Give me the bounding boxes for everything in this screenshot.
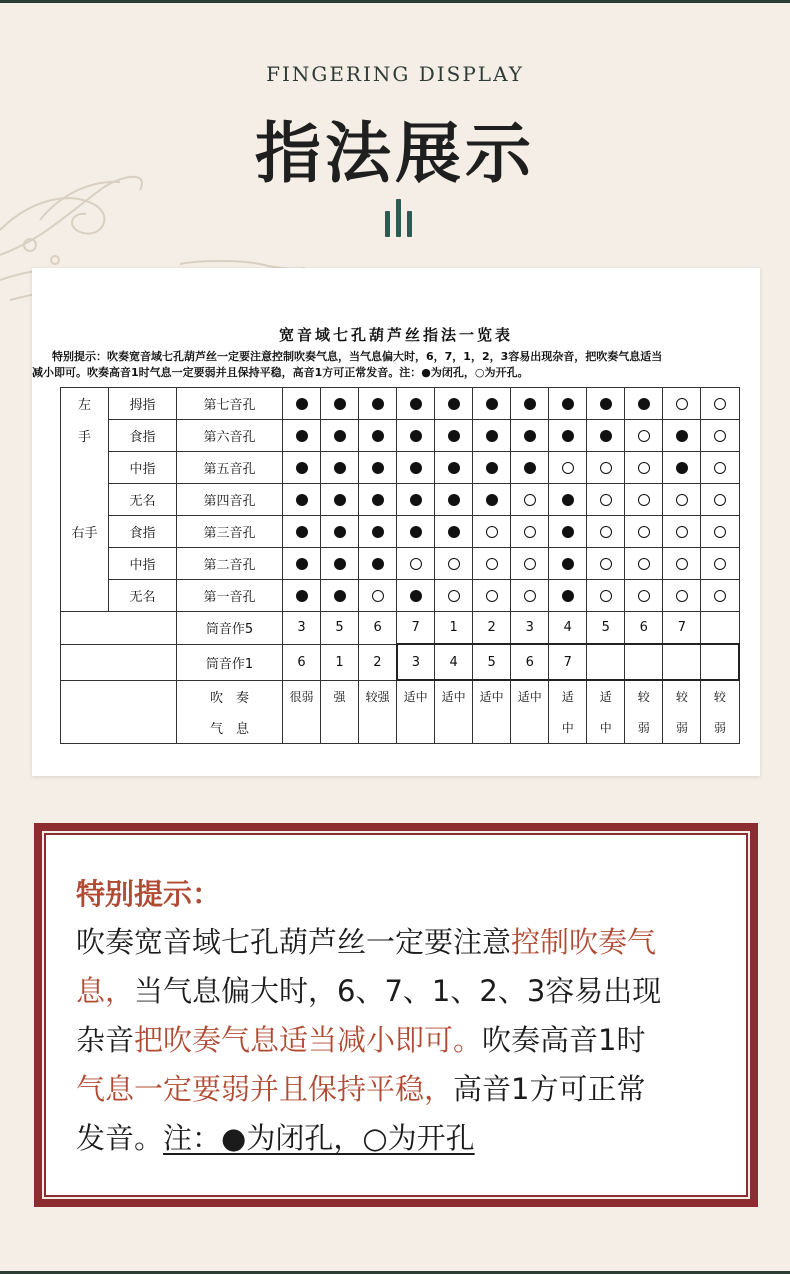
closed-hole-icon <box>676 462 688 474</box>
tone5-row <box>61 612 740 645</box>
hole-state-cell <box>587 548 625 580</box>
hole-state-cell <box>625 388 663 420</box>
top-border <box>0 0 790 3</box>
closed-hole-icon <box>562 494 574 506</box>
note-cell: 3 <box>511 612 549 645</box>
blank-cell <box>61 612 177 645</box>
closed-hole-icon <box>486 398 498 410</box>
note-cell: 3 <box>283 612 321 645</box>
finger-label: 中指 <box>109 452 177 484</box>
open-hole-icon <box>714 590 726 602</box>
breath-cell <box>397 712 435 744</box>
breath-cell: 较 <box>663 680 701 712</box>
chart-note <box>32 349 742 381</box>
hole-state-cell <box>283 580 321 612</box>
hole-label: 第一音孔 <box>177 580 283 612</box>
open-hole-icon <box>562 462 574 474</box>
closed-hole-icon <box>334 590 346 602</box>
closed-hole-icon <box>448 398 460 410</box>
open-hole-icon <box>486 526 498 538</box>
breath-cell: 适中 <box>511 680 549 712</box>
note-cell: 4 <box>549 612 587 645</box>
open-hole-icon <box>676 526 688 538</box>
chart-title: 宽音域七孔葫芦丝指法一览表 <box>278 326 513 344</box>
tip-highlight: 息， <box>76 974 135 1008</box>
tip-text-segment: 吹奏宽音域七孔葫芦丝一定要注意 <box>76 925 512 959</box>
hole-state-cell <box>663 420 701 452</box>
tip-highlight: 气息一定要弱并且保持平稳， <box>76 1072 454 1106</box>
breath-cell: 适中 <box>397 680 435 712</box>
hole-label: 第二音孔 <box>177 548 283 580</box>
hole-state-cell <box>473 484 511 516</box>
breath-cell: 适 <box>549 680 587 712</box>
hole-state-cell <box>435 580 473 612</box>
fingering-chart-card <box>32 268 760 776</box>
hole-state-cell <box>587 452 625 484</box>
fingering-row <box>61 548 740 580</box>
note-cell: 2 <box>359 644 397 680</box>
blow-label: 气 息 <box>177 712 283 744</box>
hole-state-cell <box>549 452 587 484</box>
hole-state-cell <box>701 420 739 452</box>
open-hole-icon <box>524 558 536 570</box>
hole-state-cell <box>587 580 625 612</box>
open-hole-icon <box>638 590 650 602</box>
hole-state-cell <box>321 548 359 580</box>
closed-hole-icon <box>334 398 346 410</box>
closed-hole-icon <box>372 462 384 474</box>
open-hole-icon <box>410 558 422 570</box>
closed-hole-icon <box>448 494 460 506</box>
closed-hole-icon <box>372 398 384 410</box>
hole-state-cell <box>511 516 549 548</box>
hole-label: 第四音孔 <box>177 484 283 516</box>
fingering-table <box>60 387 740 744</box>
tip-line-3 <box>76 1016 726 1065</box>
hole-state-cell <box>397 484 435 516</box>
closed-hole-icon <box>638 398 650 410</box>
tip-line-2 <box>76 967 726 1016</box>
blank-cell <box>61 680 177 744</box>
hole-state-cell <box>663 516 701 548</box>
note-cell: 5 <box>321 612 359 645</box>
breath-cell: 较 <box>625 680 663 712</box>
closed-hole-icon <box>410 398 422 410</box>
hole-state-cell <box>359 452 397 484</box>
open-hole-icon <box>714 462 726 474</box>
note-cell: 2 <box>473 612 511 645</box>
hand-cell <box>61 484 109 516</box>
open-hole-icon <box>714 494 726 506</box>
hole-state-cell <box>473 516 511 548</box>
fingering-row <box>61 484 740 516</box>
open-hole-icon <box>638 526 650 538</box>
breath-cell: 中 <box>549 712 587 744</box>
closed-hole-icon <box>372 430 384 442</box>
open-hole-icon <box>676 558 688 570</box>
hole-state-cell <box>625 452 663 484</box>
closed-hole-icon <box>296 430 308 442</box>
tip-highlight: 控制吹奏气 <box>511 925 657 959</box>
hole-state-cell <box>625 548 663 580</box>
breath-cell: 强 <box>321 680 359 712</box>
hole-state-cell <box>511 452 549 484</box>
open-hole-icon <box>714 558 726 570</box>
hole-state-cell <box>625 484 663 516</box>
open-hole-icon <box>372 590 384 602</box>
hole-state-cell <box>511 420 549 452</box>
hole-state-cell <box>283 452 321 484</box>
hole-state-cell <box>511 580 549 612</box>
tip-text <box>76 918 726 1163</box>
finger-label: 无名 <box>109 580 177 612</box>
note-cell: 4 <box>435 644 473 680</box>
open-hole-icon <box>676 398 688 410</box>
hole-state-cell <box>663 580 701 612</box>
closed-hole-icon <box>372 526 384 538</box>
breath-cell: 弱 <box>701 712 739 744</box>
hole-state-cell <box>321 452 359 484</box>
blank-cell <box>61 644 177 680</box>
hole-state-cell <box>549 548 587 580</box>
breath-cell: 中 <box>587 712 625 744</box>
hole-state-cell <box>663 388 701 420</box>
note-cell: 5 <box>473 644 511 680</box>
hole-state-cell <box>587 420 625 452</box>
note-cell: 1 <box>321 644 359 680</box>
tip-text-segment: 当气息偏大时，6、7、1、2、3容易出现 <box>134 974 662 1008</box>
hole-state-cell <box>321 516 359 548</box>
hole-state-cell <box>397 420 435 452</box>
note-cell: 7 <box>397 612 435 645</box>
hole-label: 第五音孔 <box>177 452 283 484</box>
hole-state-cell <box>397 516 435 548</box>
closed-hole-icon <box>296 462 308 474</box>
note-cell: 6 <box>359 612 397 645</box>
hole-state-cell <box>435 420 473 452</box>
breath-cell <box>321 712 359 744</box>
breath-cell: 弱 <box>663 712 701 744</box>
closed-hole-icon <box>410 526 422 538</box>
closed-hole-icon <box>448 526 460 538</box>
hole-state-cell <box>625 516 663 548</box>
closed-hole-icon <box>562 526 574 538</box>
breath-cell: 弱 <box>625 712 663 744</box>
hole-state-cell <box>283 484 321 516</box>
open-hole-icon <box>448 590 460 602</box>
closed-hole-icon <box>334 462 346 474</box>
hole-label: 第六音孔 <box>177 420 283 452</box>
closed-hole-icon <box>562 558 574 570</box>
hole-state-cell <box>587 484 625 516</box>
note-cell: 6 <box>283 644 321 680</box>
hole-state-cell <box>435 484 473 516</box>
hole-state-cell <box>473 548 511 580</box>
open-hole-icon <box>600 558 612 570</box>
closed-hole-icon <box>410 462 422 474</box>
closed-hole-icon <box>296 590 308 602</box>
closed-hole-icon <box>334 494 346 506</box>
hole-state-cell <box>701 548 739 580</box>
open-hole-icon <box>714 398 726 410</box>
hole-state-cell <box>283 388 321 420</box>
breath-cell <box>359 712 397 744</box>
fingering-row <box>61 452 740 484</box>
tip-highlight: 把吹奏气息适当减小即可。 <box>134 1023 483 1057</box>
tip-text-segment: 发音。 <box>76 1121 164 1155</box>
bars-icon <box>384 199 414 237</box>
open-hole-icon <box>486 558 498 570</box>
closed-hole-icon <box>562 590 574 602</box>
open-hole-icon <box>676 494 688 506</box>
breath-cell: 较强 <box>359 680 397 712</box>
hole-state-cell <box>587 516 625 548</box>
hole-state-cell <box>397 388 435 420</box>
hole-state-cell <box>283 420 321 452</box>
hole-state-cell <box>397 452 435 484</box>
open-hole-icon <box>676 590 688 602</box>
closed-hole-icon <box>334 430 346 442</box>
hand-cell <box>61 580 109 612</box>
chart-note-line-2: 减小即可。吹奏高音1时气息一定要弱并且保持平稳，高音1方可正常发音。注：●为闭孔，○为开孔。 <box>32 366 529 379</box>
hole-state-cell <box>701 484 739 516</box>
open-hole-icon <box>524 526 536 538</box>
closed-hole-icon <box>410 590 422 602</box>
hole-state-cell <box>663 548 701 580</box>
breath-cell: 适中 <box>473 680 511 712</box>
closed-hole-icon <box>524 398 536 410</box>
tip-title: 特别提示： <box>76 877 222 911</box>
open-hole-icon <box>714 526 726 538</box>
hole-state-cell <box>663 484 701 516</box>
hole-state-cell <box>359 484 397 516</box>
hole-state-cell <box>397 548 435 580</box>
breath-cell: 适中 <box>435 680 473 712</box>
closed-hole-icon <box>562 430 574 442</box>
hole-state-cell <box>625 420 663 452</box>
breath-cell <box>473 712 511 744</box>
open-hole-icon <box>638 462 650 474</box>
hole-state-cell <box>321 580 359 612</box>
tone1-row <box>61 644 740 680</box>
closed-hole-icon <box>410 494 422 506</box>
note-cell: 6 <box>511 644 549 680</box>
hole-state-cell <box>473 452 511 484</box>
hole-state-cell <box>435 388 473 420</box>
tone1-label: 筒音作1 <box>177 644 283 680</box>
hole-state-cell <box>321 420 359 452</box>
finger-label: 食指 <box>109 516 177 548</box>
finger-label: 中指 <box>109 548 177 580</box>
chinese-heading: 指法展示 <box>255 115 535 192</box>
hole-state-cell <box>473 580 511 612</box>
closed-hole-icon <box>486 430 498 442</box>
tip-text-segment: 吹奏高音1时 <box>482 1023 646 1057</box>
closed-hole-icon <box>296 558 308 570</box>
hole-state-cell <box>435 548 473 580</box>
hole-state-cell <box>549 388 587 420</box>
breath-cell: 适 <box>587 680 625 712</box>
open-hole-icon <box>600 462 612 474</box>
closed-hole-icon <box>562 398 574 410</box>
hand-cell <box>61 452 109 484</box>
closed-hole-icon <box>486 462 498 474</box>
hand-cell <box>61 548 109 580</box>
hole-state-cell <box>473 388 511 420</box>
hole-state-cell <box>321 388 359 420</box>
closed-hole-icon <box>676 430 688 442</box>
note-cell <box>587 644 625 680</box>
hole-state-cell <box>587 388 625 420</box>
closed-hole-icon <box>372 494 384 506</box>
breath-cell <box>511 712 549 744</box>
note-cell <box>663 644 701 680</box>
closed-hole-icon <box>296 494 308 506</box>
closed-hole-icon <box>448 462 460 474</box>
hole-state-cell <box>549 420 587 452</box>
hole-state-cell <box>663 452 701 484</box>
hole-state-cell <box>549 580 587 612</box>
open-hole-icon <box>638 430 650 442</box>
hole-label: 第七音孔 <box>177 388 283 420</box>
open-hole-icon <box>600 494 612 506</box>
open-hole-icon <box>600 526 612 538</box>
note-cell: 5 <box>587 612 625 645</box>
hole-state-cell <box>359 420 397 452</box>
hole-state-cell <box>473 420 511 452</box>
closed-hole-icon <box>448 430 460 442</box>
breath-cell <box>283 712 321 744</box>
closed-hole-icon <box>600 430 612 442</box>
blow-row <box>61 680 740 712</box>
hole-state-cell <box>283 516 321 548</box>
note-cell <box>701 612 739 645</box>
fingering-row <box>61 388 740 420</box>
tip-legend-note: 注：●为闭孔，○为开孔 <box>163 1121 475 1155</box>
hole-state-cell <box>511 548 549 580</box>
closed-hole-icon <box>334 526 346 538</box>
tip-line-4 <box>76 1065 726 1114</box>
open-hole-icon <box>524 590 536 602</box>
hole-state-cell <box>701 452 739 484</box>
hole-state-cell <box>359 516 397 548</box>
closed-hole-icon <box>296 526 308 538</box>
open-hole-icon <box>600 590 612 602</box>
note-cell: 3 <box>397 644 435 680</box>
fingering-row <box>61 580 740 612</box>
tip-line-1 <box>76 918 726 967</box>
hole-state-cell <box>397 580 435 612</box>
hole-state-cell <box>359 580 397 612</box>
breath-cell: 很弱 <box>283 680 321 712</box>
closed-hole-icon <box>600 398 612 410</box>
note-cell: 7 <box>663 612 701 645</box>
closed-hole-icon <box>372 558 384 570</box>
hole-state-cell <box>283 548 321 580</box>
chart-note-line-1: 特别提示：吹奏宽音域七孔葫芦丝一定要注意控制吹奏气息，当气息偏大时，6，7，1，2，3容易出现杂音，把吹奏气息适当 <box>52 350 663 363</box>
english-heading: FINGERING DISPLAY <box>266 62 524 86</box>
note-cell: 7 <box>549 644 587 680</box>
note-cell <box>701 644 739 680</box>
note-cell: 1 <box>435 612 473 645</box>
hole-state-cell <box>321 484 359 516</box>
hole-label: 第三音孔 <box>177 516 283 548</box>
closed-hole-icon <box>334 558 346 570</box>
breath-cell: 较 <box>701 680 739 712</box>
hole-state-cell <box>359 548 397 580</box>
fingering-row <box>61 420 740 452</box>
hole-state-cell <box>359 388 397 420</box>
blow-label: 吹 奏 <box>177 680 283 712</box>
hole-state-cell <box>435 516 473 548</box>
closed-hole-icon <box>486 494 498 506</box>
finger-label: 拇指 <box>109 388 177 420</box>
hole-state-cell <box>511 484 549 516</box>
hand-label-left: 手 <box>61 420 109 452</box>
open-hole-icon <box>524 494 536 506</box>
hole-state-cell <box>701 516 739 548</box>
tip-text-segment: 杂音 <box>76 1023 135 1057</box>
fingering-row <box>61 516 740 548</box>
hand-label-right: 右手 <box>61 516 109 548</box>
closed-hole-icon <box>296 398 308 410</box>
note-cell <box>625 644 663 680</box>
tip-text-segment: 高音1方可正常 <box>453 1072 646 1106</box>
hole-state-cell <box>701 388 739 420</box>
open-hole-icon <box>448 558 460 570</box>
closed-hole-icon <box>410 430 422 442</box>
breath-cell <box>435 712 473 744</box>
closed-hole-icon <box>524 430 536 442</box>
hole-state-cell <box>549 516 587 548</box>
open-hole-icon <box>638 494 650 506</box>
tip-line-5 <box>76 1114 726 1163</box>
open-hole-icon <box>486 590 498 602</box>
open-hole-icon <box>714 430 726 442</box>
finger-label: 食指 <box>109 420 177 452</box>
hole-state-cell <box>625 580 663 612</box>
finger-label: 无名 <box>109 484 177 516</box>
hole-state-cell <box>435 452 473 484</box>
hole-state-cell <box>549 484 587 516</box>
open-hole-icon <box>638 558 650 570</box>
note-cell: 6 <box>625 612 663 645</box>
hole-state-cell <box>701 580 739 612</box>
hole-state-cell <box>511 388 549 420</box>
closed-hole-icon <box>524 462 536 474</box>
hand-label-left: 左 <box>61 388 109 420</box>
tone5-label: 筒音作5 <box>177 612 283 645</box>
